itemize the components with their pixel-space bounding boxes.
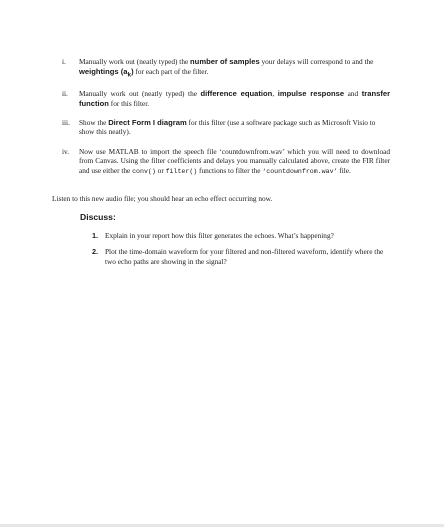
discuss-text: Plot the time-domain waveform for your filtered and non-filtered waveform, identify where the two echo paths are showing in the signal? (105, 247, 384, 266)
bold-term: impulse response (277, 89, 345, 99)
discuss-item-1 (92, 231, 392, 241)
task-number: ii. (62, 89, 68, 99)
task-text: Manually work out (neatly typed) the difference equation, impulse response and transfer function for this filter. (79, 89, 391, 108)
discuss-number: 1. (92, 231, 99, 240)
bold-term: transfer function (79, 89, 391, 108)
task-text: Now use MATLAB to import the speech file ‘countdownfrom.wav’ which you will need to download from Canvas. Using the filter coefficients and delays you manually calculated above, create the FIR filter and use either the conv() or filter() functions to filter the ‘countdownfrom.wav’ file. (79, 146, 390, 175)
bold-term: number of samples (190, 57, 260, 66)
code-snippet: conv() (132, 167, 156, 175)
listen-instruction: Listen to this new audio file; you should hear an echo effect occurring now. (52, 194, 273, 203)
discuss-number: 2. (92, 247, 99, 257)
task-number: iv. (62, 146, 70, 156)
task-number: i. (62, 57, 66, 66)
bold-term: weightings $(a_k)$ (79, 66, 134, 79)
task-number: iii. (62, 117, 70, 127)
task-text: Show the Direct Form I diagram for this filter (use a software package such as Microsoft Visio to show this neatly). (79, 117, 376, 137)
code-snippet: filter() (165, 167, 198, 175)
bold-term: difference equation (200, 89, 273, 99)
task-text: Manually work out (neatly typed) the number of samples your delays will correspond to and the weightings $(a_k)$ for each part of the filter. (79, 57, 374, 79)
discuss-list (92, 231, 392, 273)
task-list (62, 57, 390, 186)
discuss-item-2 (92, 247, 392, 266)
code-snippet: ‘countdownfrom.wav’ (262, 167, 338, 175)
discuss-heading: Discuss: (80, 212, 116, 222)
task-item-iv (62, 147, 390, 177)
discuss-text: Explain in your report how this filter generates the echoes. What’s happening? (105, 231, 334, 240)
task-item-iii (62, 118, 390, 137)
bold-term: Direct Form I diagram (108, 117, 187, 127)
task-item-i (62, 57, 390, 80)
task-item-ii (62, 89, 390, 108)
